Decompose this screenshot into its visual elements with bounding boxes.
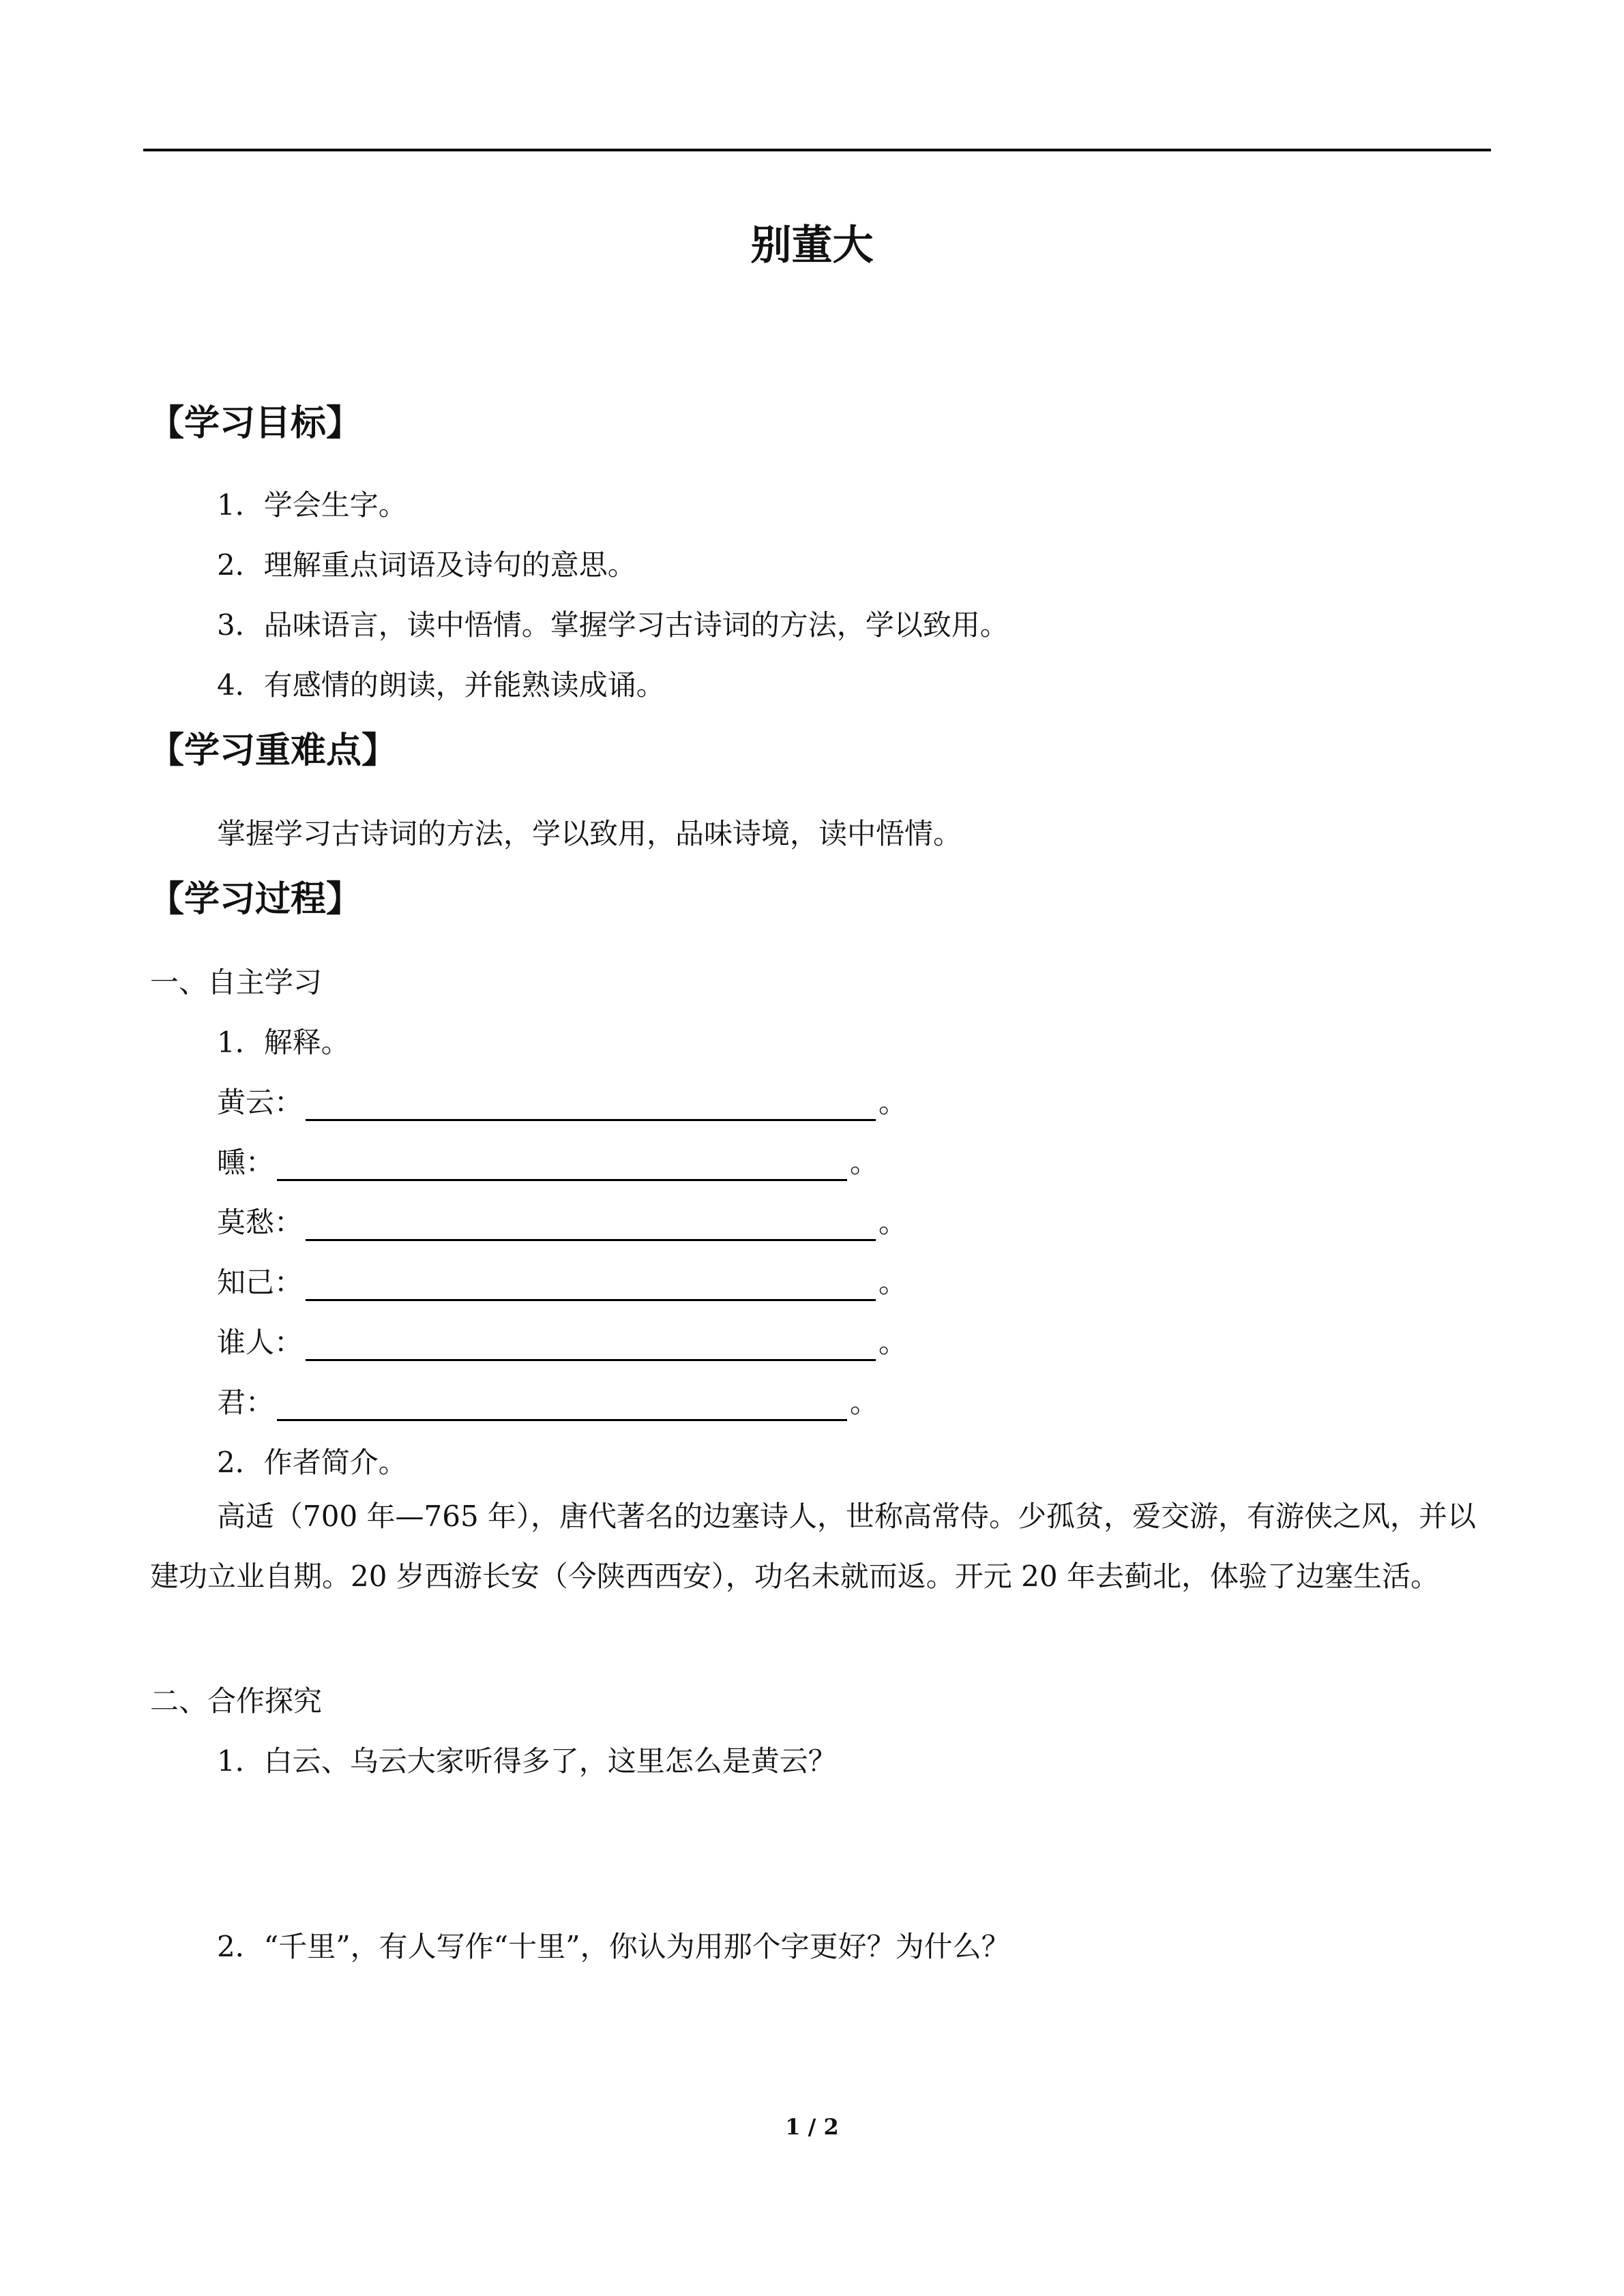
cooperation-question: 1．白云、乌云大家听得多了，这里怎么是黄云？	[217, 1744, 837, 1778]
part-heading-cooperation: 二、合作探究	[150, 1684, 323, 1718]
fill-blank-end: 。	[879, 1086, 908, 1119]
part-heading-self-study: 一、自主学习	[150, 966, 323, 999]
fill-blank-label: 知己：	[217, 1266, 304, 1299]
fill-blank-row	[217, 1080, 907, 1121]
answer-line[interactable]	[306, 1092, 876, 1121]
fill-blank-end: 。	[879, 1266, 908, 1299]
section-heading-key-points: 【学习重难点】	[149, 730, 398, 771]
fill-blank-label: 莫愁：	[217, 1206, 304, 1239]
answer-line[interactable]	[277, 1152, 847, 1181]
question-author: 2．作者简介。	[217, 1446, 407, 1479]
section-heading-process: 【学习过程】	[149, 879, 362, 920]
author-intro-paragraph: 高适（700 年—765 年），唐代著名的边塞诗人，世称高常侍。少孤贫，爱交游，有游侠之风，并以建功立业自期。20 岁西游长安（今陕西西安），功名未就而返。开元 20 年去蓟北，体验了边塞生活。	[150, 1500, 1477, 1593]
fill-blank-end: 。	[850, 1386, 879, 1419]
fill-blank-label: 曛：	[217, 1146, 275, 1179]
header-rule	[143, 149, 1491, 151]
answer-line[interactable]	[306, 1332, 876, 1361]
fill-blank-row	[217, 1200, 907, 1241]
fill-blank-end: 。	[850, 1146, 879, 1179]
fill-blank-row	[217, 1320, 907, 1361]
fill-blank-label: 谁人：	[217, 1326, 304, 1359]
goal-item: 3．品味语言，读中悟情。掌握学习古诗词的方法，学以致用。	[217, 608, 1009, 642]
goal-item: 2．理解重点词语及诗句的意思。	[217, 548, 636, 582]
answer-line[interactable]	[306, 1272, 876, 1301]
fill-blank-end: 。	[879, 1326, 908, 1359]
answer-line[interactable]	[277, 1392, 847, 1421]
cooperation-question: 2．“千里”，有人写作“十里”，你认为用那个字更好？为什么？	[217, 1930, 1010, 1963]
fill-blank-row	[217, 1380, 879, 1421]
fill-blank-row	[217, 1260, 907, 1301]
goal-item: 4．有感情的朗读，并能熟读成诵。	[217, 668, 665, 702]
fill-blank-label: 君：	[217, 1386, 275, 1419]
fill-blank-label: 黄云：	[217, 1086, 304, 1119]
question-explain: 1．解释。	[217, 1026, 350, 1059]
goal-item: 1．学会生字。	[217, 488, 407, 522]
page-title: 别董大	[750, 222, 874, 269]
answer-line[interactable]	[306, 1212, 876, 1241]
page-number: 1 / 2	[785, 2114, 839, 2140]
fill-blank-end: 。	[879, 1206, 908, 1239]
key-points-text: 掌握学习古诗词的方法，学以致用，品味诗境，读中悟情。	[217, 817, 962, 850]
fill-blank-row	[217, 1140, 879, 1181]
section-heading-goals: 【学习目标】	[149, 403, 362, 444]
